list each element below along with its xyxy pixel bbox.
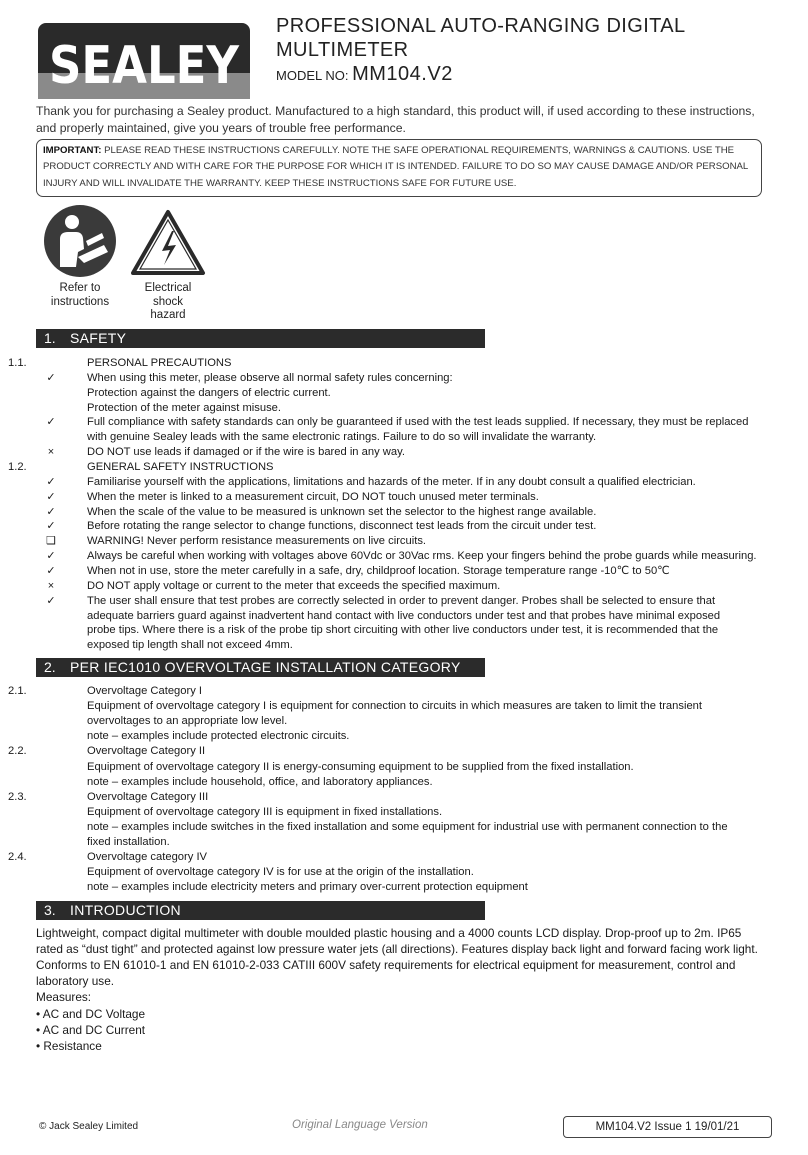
list-number: 2.1. (8, 685, 27, 697)
list-item: with genuine Sealey leads with the same electronic ratings. Failure to do so will invalidate the warranty. (87, 431, 597, 444)
section-number: 1. (44, 330, 56, 346)
list-item: probe tips. Where there is a risk of the probe tip short circuiting with other live conductors under test, it is recommended that the (87, 624, 719, 637)
warning-box-icon: ❑ (46, 535, 56, 548)
intro-line: • AC and DC Current (36, 1022, 146, 1037)
read-manual-icon (42, 205, 118, 277)
important-notice-box (36, 139, 762, 197)
model-value: MM104.V2 (352, 63, 453, 85)
list-item: Equipment of overvoltage category II is energy-consuming equipment to be supplied from the fixed installation. (87, 760, 634, 773)
list-item: note – examples include household, office, and laboratory appliances. (87, 775, 433, 788)
list-item: When the meter is linked to a measurement circuit, DO NOT touch unused meter terminals. (87, 490, 539, 503)
section-header-safety (36, 329, 485, 348)
symbol-label-line: instructions (50, 295, 110, 308)
section-number: 2. (44, 659, 56, 675)
intro-line: • Resistance (36, 1038, 102, 1053)
intro-line: • AC and DC Voltage (36, 1006, 146, 1021)
title-line-2: MULTIMETER (276, 39, 409, 61)
section-title: SAFETY (70, 330, 127, 346)
list-item: Full compliance with safety standards can only be guaranteed if used with the test leads supplied. If necessary, they must be replaced (87, 416, 749, 429)
list-item: DO NOT use leads if damaged or if the wire is bared in any way. (87, 446, 405, 459)
list-number: 2.4. (8, 851, 27, 864)
cross-icon: × (47, 446, 55, 459)
list-item: Protection against the dangers of electric current. (87, 386, 331, 399)
section-number: 3. (44, 902, 56, 918)
intro-line: rated as “dust tight” and protected against low pressure water jets (all directions). Features display back light and forward facing work light. (36, 942, 758, 957)
list-item: Overvoltage category IV (87, 851, 208, 864)
section-header-introduction (36, 901, 485, 920)
intro-line: Conforms to EN 61010-1 and EN 61010-2-033 CATIII 600V safety requirements for electrical equipment for measurement, control and (36, 958, 736, 973)
list-item: Equipment of overvoltage category IV is for use at the origin of the installation. (87, 866, 474, 879)
intro-line: Measures: (36, 990, 92, 1005)
cross-icon: × (47, 579, 55, 592)
list-item: When not in use, store the meter carefully in a safe, dry, childproof location. Storage temperature range -10℃ to 50℃ (87, 564, 670, 577)
list-number: 1.2. (8, 460, 27, 473)
list-item: Equipment of overvoltage category I is equipment for connection to circuits in which measures are taken to limit the transient (87, 700, 703, 713)
electrical-shock-warning-icon (130, 209, 206, 277)
section-header-overvoltage (36, 658, 485, 677)
list-item: GENERAL SAFETY INSTRUCTIONS (87, 460, 274, 473)
check-icon: ✓ (46, 520, 56, 533)
issue-box: MM104.V2 Issue 1 19/01/21 (563, 1116, 772, 1138)
model-label: MODEL NO: (276, 68, 349, 83)
electrical-shock-hazard-label (118, 282, 218, 323)
list-item: note – examples include protected electronic circuits. (87, 730, 350, 743)
check-icon: ✓ (46, 594, 56, 607)
list-item: Overvoltage Category I (87, 685, 203, 697)
language-version-text: Original Language Version (292, 1119, 428, 1131)
list-item: fixed installation. (87, 836, 170, 848)
model-number (276, 63, 453, 86)
list-item: When using this meter, please observe all normal safety rules concerning: (87, 371, 453, 384)
refer-to-instructions-label (30, 282, 130, 309)
list-item: Overvoltage Category III (87, 790, 209, 803)
list-item: When the scale of the value to be measured is unknown set the selector to the highest range available. (87, 505, 597, 518)
check-icon: ✓ (46, 490, 56, 503)
list-item: adequate barriers guard against inadvertent hand contact with live conductors under test and that probes have minimal exposed (87, 609, 721, 622)
document-title (276, 14, 776, 62)
list-item: Always be careful when working with voltages above 60Vdc or 30Vac rms. Keep your fingers behind the probe guards while measuring. (87, 550, 757, 562)
list-item: PERSONAL PRECAUTIONS (87, 357, 232, 369)
check-icon: ✓ (46, 505, 56, 518)
list-number: 2.3. (8, 790, 27, 803)
check-icon: ✓ (46, 564, 56, 577)
list-item: Equipment of overvoltage category III is equipment in fixed installations. (87, 805, 443, 818)
list-item: DO NOT apply voltage or current to the meter that exceeds the specified maximum. (87, 579, 501, 592)
list-item: Protection of the meter against misuse. (87, 401, 282, 414)
check-icon: ✓ (46, 371, 56, 384)
important-text: PLEASE READ THESE INSTRUCTIONS CAREFULLY. NOTE THE SAFE OPERATIONAL REQUIREMENTS, WARNINGS & CAUTIONS. USE THE PRODUCT CORRECTLY AND WITH CARE FOR THE PURPOSE FOR WHICH IT IS INTENDED. FAILURE TO DO SO MAY CAUSE DAMAGE AND/OR PERSONAL INJURY AND WILL INVALIDATE THE WARRANTY. KEEP THESE INSTRUCTIONS SAFE FOR FUTURE USE. (43, 145, 748, 189)
copyright-text: © Jack Sealey Limited (39, 1121, 139, 1132)
list-number: 2.2. (8, 745, 27, 758)
intro-paragraph: Thank you for purchasing a Sealey product. Manufactured to a high standard, this product will, if used according to these instructions, and properly maintained, give you years of trouble free performance. (36, 104, 755, 135)
list-item: Overvoltage Category II (87, 745, 206, 758)
list-item: Before rotating the range selector to change functions, disconnect test leads from the circuit under test. (87, 520, 597, 533)
list-item: The user shall ensure that test probes are correctly selected in order to prevent danger. Probes shall be selected to ensure that (87, 594, 716, 607)
symbol-label-line: hazard (150, 309, 186, 321)
list-item: overvoltages to an appropriate low level. (87, 715, 288, 728)
symbol-label-line: shock (152, 295, 184, 308)
brand-wordmark: SEALEY (49, 36, 241, 96)
symbol-label-line: Refer to (59, 282, 101, 294)
important-label: IMPORTANT: (43, 145, 102, 156)
list-item: exposed tip length shall not exceed 4mm. (87, 639, 293, 652)
symbol-label-line: Electrical (144, 282, 192, 294)
intro-line: Lightweight, compact digital multimeter with double moulded plastic housing and a 4000 counts LCD display. Drop-proof up to 2m. IP65 (36, 926, 742, 940)
section-title: INTRODUCTION (70, 902, 181, 918)
section-title: PER IEC1010 OVERVOLTAGE INSTALLATION CATEGORY (70, 659, 461, 675)
check-icon: ✓ (46, 475, 56, 488)
list-item: WARNING! Never perform resistance measurements on live circuits. (87, 535, 427, 548)
check-icon: ✓ (46, 416, 56, 429)
list-item: note – examples include electricity meters and primary over-current protection equipment (87, 881, 528, 894)
check-icon: ✓ (46, 550, 56, 562)
sealey-logo (38, 23, 250, 99)
list-number: 1.1. (8, 357, 27, 369)
list-item: Familiarise yourself with the applications, limitations and hazards of the meter. If in any doubt consult a qualified electrician. (87, 475, 696, 488)
list-item: note – examples include switches in the fixed installation and some equipment for industrial use with permanent connection to the (87, 820, 728, 833)
title-line-1: PROFESSIONAL AUTO-RANGING DIGITAL (276, 15, 686, 37)
intro-line: laboratory use. (36, 974, 115, 989)
